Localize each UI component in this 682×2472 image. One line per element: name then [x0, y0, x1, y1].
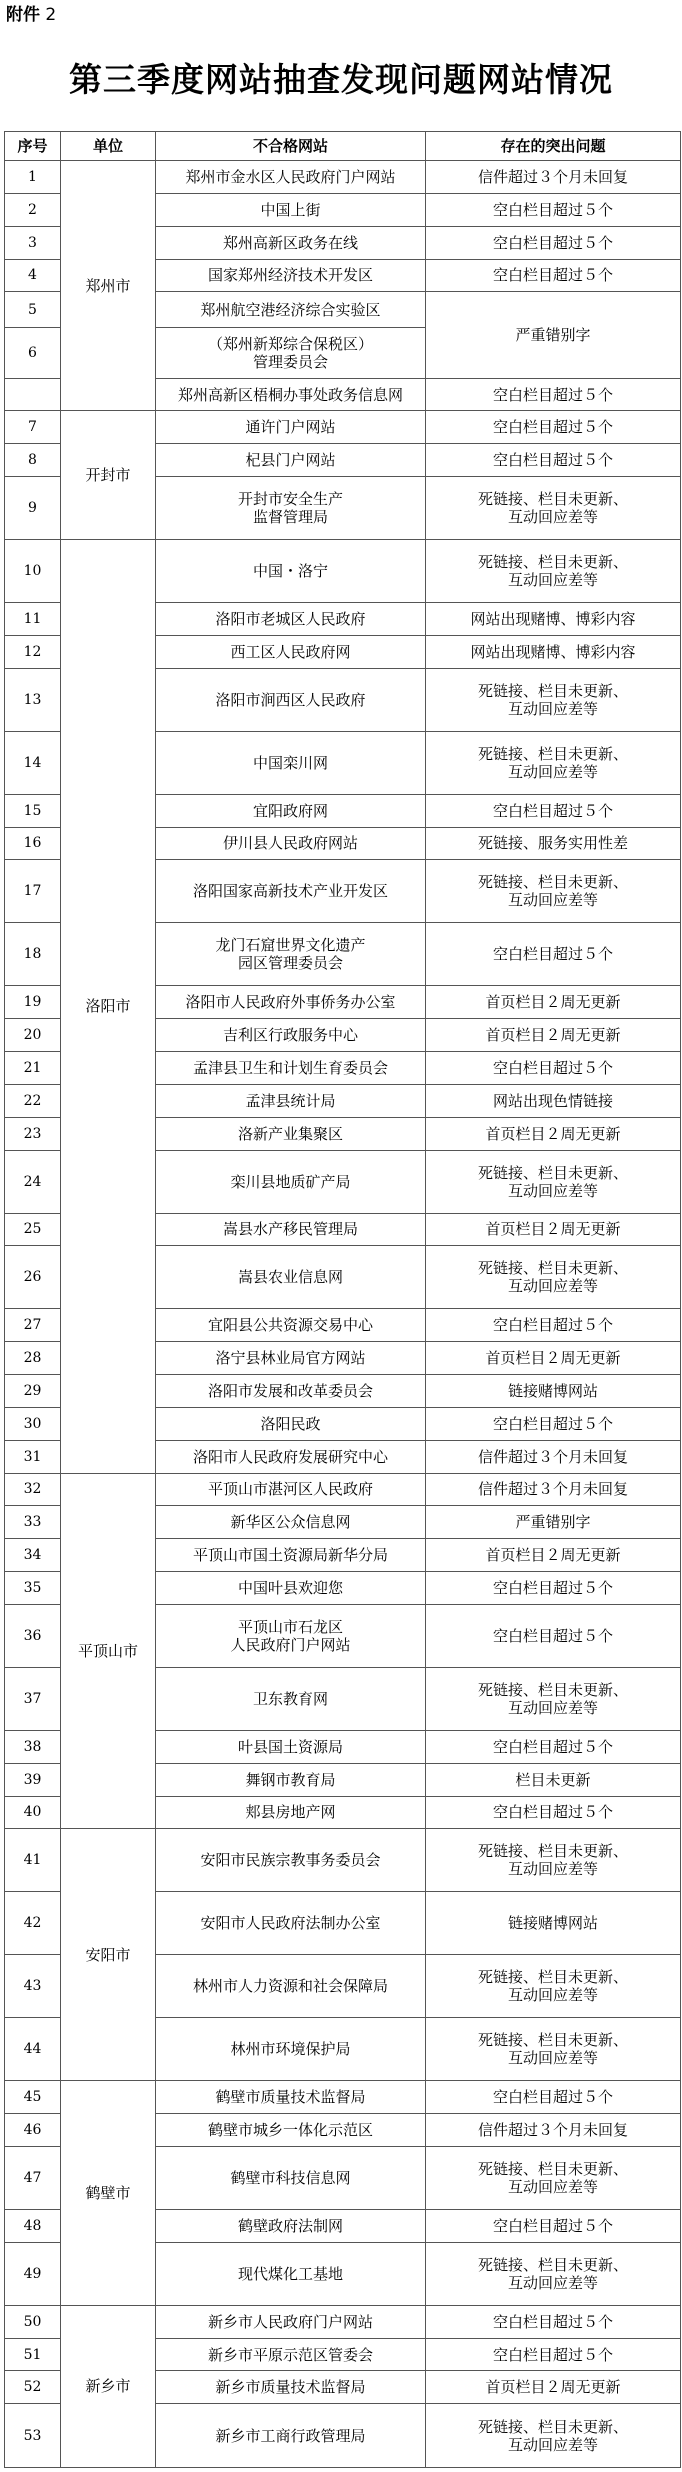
row-index: 36 — [5, 1604, 61, 1667]
row-site: 杞县门户网站 — [156, 444, 426, 477]
row-index: 3 — [5, 226, 61, 259]
row-site: 开封市安全生产 监督管理局 — [156, 477, 426, 540]
row-index: 27 — [5, 1309, 61, 1342]
row-site: 宜阳县公共资源交易中心 — [156, 1309, 426, 1342]
row-issue: 死链接、栏目未更新、 互动回应差等 — [426, 1667, 681, 1730]
row-issue: 首页栏目２周无更新 — [426, 1213, 681, 1246]
row-issue: 首页栏目２周无更新 — [426, 2371, 681, 2404]
row-site: 安阳市人民政府法制办公室 — [156, 1892, 426, 1955]
row-site: 安阳市民族宗教事务委员会 — [156, 1829, 426, 1892]
row-site: 中国・洛宁 — [156, 540, 426, 603]
row-index: 10 — [5, 540, 61, 603]
row-site: 宜阳政府网 — [156, 794, 426, 827]
row-site: 洛阳市涧西区人民政府 — [156, 668, 426, 731]
row-issue: 信件超过３个月未回复 — [426, 1440, 681, 1473]
row-unit: 洛阳市 — [61, 540, 156, 1473]
row-issue: 空白栏目超过５个 — [426, 1407, 681, 1440]
row-index: 37 — [5, 1667, 61, 1730]
row-issue: 空白栏目超过５个 — [426, 2081, 681, 2114]
row-unit: 鹤壁市 — [61, 2081, 156, 2305]
row-index: 30 — [5, 1407, 61, 1440]
row-issue: 空白栏目超过５个 — [426, 2305, 681, 2338]
row-site: 洛新产业集聚区 — [156, 1117, 426, 1150]
row-index: 33 — [5, 1506, 61, 1539]
row-index: 34 — [5, 1539, 61, 1572]
row-index: 26 — [5, 1246, 61, 1309]
table-row — [5, 1473, 681, 1506]
row-site: 新乡市人民政府门户网站 — [156, 2305, 426, 2338]
row-index: 47 — [5, 2146, 61, 2209]
attachment-number: 2 — [45, 5, 57, 25]
row-site: （郑州新郑综合保税区） 管理委员会 — [156, 327, 426, 378]
row-issue: 空白栏目超过５个 — [426, 444, 681, 477]
row-issue: 死链接、栏目未更新、 互动回应差等 — [426, 1246, 681, 1309]
row-index: 12 — [5, 635, 61, 668]
row-issue: 首页栏目２周无更新 — [426, 1019, 681, 1052]
row-issue: 空白栏目超过５个 — [426, 1796, 681, 1829]
row-issue: 空白栏目超过５个 — [426, 259, 681, 292]
table-row — [5, 2081, 681, 2114]
row-issue: 空白栏目超过５个 — [426, 1730, 681, 1763]
row-issue: 死链接、栏目未更新、 互动回应差等 — [426, 2146, 681, 2209]
row-issue: 严重错别字 — [426, 1506, 681, 1539]
row-index: 22 — [5, 1084, 61, 1117]
row-site: 新乡市平原示范区管委会 — [156, 2338, 426, 2371]
row-site: 西工区人民政府网 — [156, 635, 426, 668]
row-index: 51 — [5, 2338, 61, 2371]
row-issue: 网站出现色情链接 — [426, 1084, 681, 1117]
row-unit: 郑州市 — [61, 161, 156, 411]
row-site: 郏县房地产网 — [156, 1796, 426, 1829]
row-site: 孟津县卫生和计划生育委员会 — [156, 1052, 426, 1085]
row-issue: 死链接、栏目未更新、 互动回应差等 — [426, 860, 681, 923]
row-index: 14 — [5, 731, 61, 794]
row-index: 8 — [5, 444, 61, 477]
row-site: 洛宁县林业局官方网站 — [156, 1342, 426, 1375]
row-site: 新乡市质量技术监督局 — [156, 2371, 426, 2404]
row-site: 龙门石窟世界文化遗产 园区管理委员会 — [156, 923, 426, 986]
table-row — [5, 161, 681, 194]
row-issue: 死链接、栏目未更新、 互动回应差等 — [426, 2018, 681, 2081]
row-site: 平顶山市石龙区 人民政府门户网站 — [156, 1604, 426, 1667]
row-issue: 死链接、栏目未更新、 互动回应差等 — [426, 668, 681, 731]
row-issue: 首页栏目２周无更新 — [426, 1117, 681, 1150]
row-index: 48 — [5, 2209, 61, 2242]
table-body — [5, 161, 681, 2468]
row-issue: 空白栏目超过５个 — [426, 794, 681, 827]
row-index: 13 — [5, 668, 61, 731]
row-index: 11 — [5, 603, 61, 636]
row-index: 17 — [5, 860, 61, 923]
row-issue: 栏目未更新 — [426, 1763, 681, 1796]
row-site: 嵩县水产移民管理局 — [156, 1213, 426, 1246]
row-site: 鹤壁政府法制网 — [156, 2209, 426, 2242]
row-issue: 链接赌博网站 — [426, 1375, 681, 1408]
row-index: 49 — [5, 2242, 61, 2305]
row-index: 18 — [5, 923, 61, 986]
row-issue: 空白栏目超过５个 — [426, 1309, 681, 1342]
row-issue: 严重错别字 — [426, 292, 681, 378]
row-site: 洛阳市人民政府外事侨务办公室 — [156, 986, 426, 1019]
row-index: 20 — [5, 1019, 61, 1052]
row-site: 洛阳市人民政府发展研究中心 — [156, 1440, 426, 1473]
row-issue: 空白栏目超过５个 — [426, 2209, 681, 2242]
row-site: 洛阳市老城区人民政府 — [156, 603, 426, 636]
row-site: 郑州市金水区人民政府门户网站 — [156, 161, 426, 194]
row-issue: 死链接、栏目未更新、 互动回应差等 — [426, 1150, 681, 1213]
row-site: 舞钢市教育局 — [156, 1763, 426, 1796]
row-issue: 空白栏目超过５个 — [426, 378, 681, 411]
row-issue: 空白栏目超过５个 — [426, 226, 681, 259]
problem-sites-table — [4, 131, 681, 2468]
row-site: 中国叶县欢迎您 — [156, 1572, 426, 1605]
row-site: 洛阳国家高新技术产业开发区 — [156, 860, 426, 923]
row-issue: 空白栏目超过５个 — [426, 2338, 681, 2371]
row-site: 国家郑州经济技术开发区 — [156, 259, 426, 292]
row-site: 孟津县统计局 — [156, 1084, 426, 1117]
row-index: 5 — [5, 292, 61, 328]
row-site: 鹤壁市科技信息网 — [156, 2146, 426, 2209]
table-row — [5, 1829, 681, 1892]
row-issue: 空白栏目超过５个 — [426, 923, 681, 986]
table-header-row — [5, 132, 681, 161]
row-index: 35 — [5, 1572, 61, 1605]
row-index: 2 — [5, 193, 61, 226]
row-index: 19 — [5, 986, 61, 1019]
row-site: 郑州航空港经济综合实验区 — [156, 292, 426, 328]
row-issue: 死链接、栏目未更新、 互动回应差等 — [426, 731, 681, 794]
row-issue: 死链接、栏目未更新、 互动回应差等 — [426, 2404, 681, 2468]
row-issue: 死链接、栏目未更新、 互动回应差等 — [426, 2242, 681, 2305]
row-issue: 空白栏目超过５个 — [426, 1052, 681, 1085]
row-index: 21 — [5, 1052, 61, 1085]
row-site: 现代煤化工基地 — [156, 2242, 426, 2305]
row-site: 吉利区行政服务中心 — [156, 1019, 426, 1052]
row-issue: 死链接、栏目未更新、 互动回应差等 — [426, 477, 681, 540]
row-site: 伊川县人民政府网站 — [156, 827, 426, 860]
row-index: 43 — [5, 1955, 61, 2018]
row-issue: 死链接、栏目未更新、 互动回应差等 — [426, 540, 681, 603]
row-unit: 开封市 — [61, 411, 156, 540]
row-issue: 网站出现赌博、博彩内容 — [426, 635, 681, 668]
row-index: 6 — [5, 327, 61, 378]
table-row — [5, 2305, 681, 2338]
row-unit: 安阳市 — [61, 1829, 156, 2081]
row-issue: 信件超过３个月未回复 — [426, 2114, 681, 2147]
row-index: 41 — [5, 1829, 61, 1892]
row-site: 洛阳市发展和改革委员会 — [156, 1375, 426, 1408]
row-issue: 信件超过３个月未回复 — [426, 1473, 681, 1506]
row-issue: 首页栏目２周无更新 — [426, 1539, 681, 1572]
header-unit: 单位 — [61, 132, 156, 161]
table-row — [5, 540, 681, 603]
row-site: 叶县国土资源局 — [156, 1730, 426, 1763]
row-index: 29 — [5, 1375, 61, 1408]
row-index: 32 — [5, 1473, 61, 1506]
row-issue: 链接赌博网站 — [426, 1892, 681, 1955]
row-index: 42 — [5, 1892, 61, 1955]
row-index: 16 — [5, 827, 61, 860]
row-index: 9 — [5, 477, 61, 540]
row-issue: 死链接、栏目未更新、 互动回应差等 — [426, 1955, 681, 2018]
row-index: 24 — [5, 1150, 61, 1213]
row-site: 新华区公众信息网 — [156, 1506, 426, 1539]
row-unit: 平顶山市 — [61, 1473, 156, 1829]
row-site: 林州市环境保护局 — [156, 2018, 426, 2081]
row-index: 44 — [5, 2018, 61, 2081]
row-unit: 新乡市 — [61, 2305, 156, 2467]
header-index: 序号 — [5, 132, 61, 161]
row-index: 23 — [5, 1117, 61, 1150]
row-site: 栾川县地质矿产局 — [156, 1150, 426, 1213]
row-index: 52 — [5, 2371, 61, 2404]
header-issue: 存在的突出问题 — [426, 132, 681, 161]
row-site: 郑州高新区政务在线 — [156, 226, 426, 259]
row-site: 郑州高新区梧桐办事处政务信息网 — [156, 378, 426, 411]
row-index: 39 — [5, 1763, 61, 1796]
row-site: 洛阳民政 — [156, 1407, 426, 1440]
row-issue: 死链接、服务实用性差 — [426, 827, 681, 860]
row-issue: 信件超过３个月未回复 — [426, 161, 681, 194]
row-site: 中国栾川网 — [156, 731, 426, 794]
row-issue: 空白栏目超过５个 — [426, 411, 681, 444]
row-site: 鹤壁市质量技术监督局 — [156, 2081, 426, 2114]
row-index: 46 — [5, 2114, 61, 2147]
row-index: 31 — [5, 1440, 61, 1473]
row-issue: 首页栏目２周无更新 — [426, 986, 681, 1019]
row-site: 新乡市工商行政管理局 — [156, 2404, 426, 2468]
row-site: 中国上街 — [156, 193, 426, 226]
row-issue: 空白栏目超过５个 — [426, 1604, 681, 1667]
row-index — [5, 378, 61, 411]
row-issue: 网站出现赌博、博彩内容 — [426, 603, 681, 636]
header-site: 不合格网站 — [156, 132, 426, 161]
row-site: 卫东教育网 — [156, 1667, 426, 1730]
row-site: 鹤壁市城乡一体化示范区 — [156, 2114, 426, 2147]
row-index: 28 — [5, 1342, 61, 1375]
row-site: 嵩县农业信息网 — [156, 1246, 426, 1309]
row-site: 通许门户网站 — [156, 411, 426, 444]
row-index: 40 — [5, 1796, 61, 1829]
row-index: 1 — [5, 161, 61, 194]
row-site: 林州市人力资源和社会保障局 — [156, 1955, 426, 2018]
table-row — [5, 411, 681, 444]
row-index: 50 — [5, 2305, 61, 2338]
row-index: 4 — [5, 259, 61, 292]
row-site: 平顶山市湛河区人民政府 — [156, 1473, 426, 1506]
row-index: 38 — [5, 1730, 61, 1763]
row-index: 15 — [5, 794, 61, 827]
row-index: 25 — [5, 1213, 61, 1246]
page-title: 第三季度网站抽查发现问题网站情况 — [69, 60, 613, 99]
row-index: 7 — [5, 411, 61, 444]
row-site: 平顶山市国土资源局新华分局 — [156, 1539, 426, 1572]
row-issue: 空白栏目超过５个 — [426, 193, 681, 226]
row-issue: 死链接、栏目未更新、 互动回应差等 — [426, 1829, 681, 1892]
row-issue: 空白栏目超过５个 — [426, 1572, 681, 1605]
attachment-label — [6, 5, 56, 25]
row-index: 45 — [5, 2081, 61, 2114]
attachment-word: 附件 — [6, 5, 40, 25]
row-index: 53 — [5, 2404, 61, 2468]
row-issue: 首页栏目２周无更新 — [426, 1342, 681, 1375]
